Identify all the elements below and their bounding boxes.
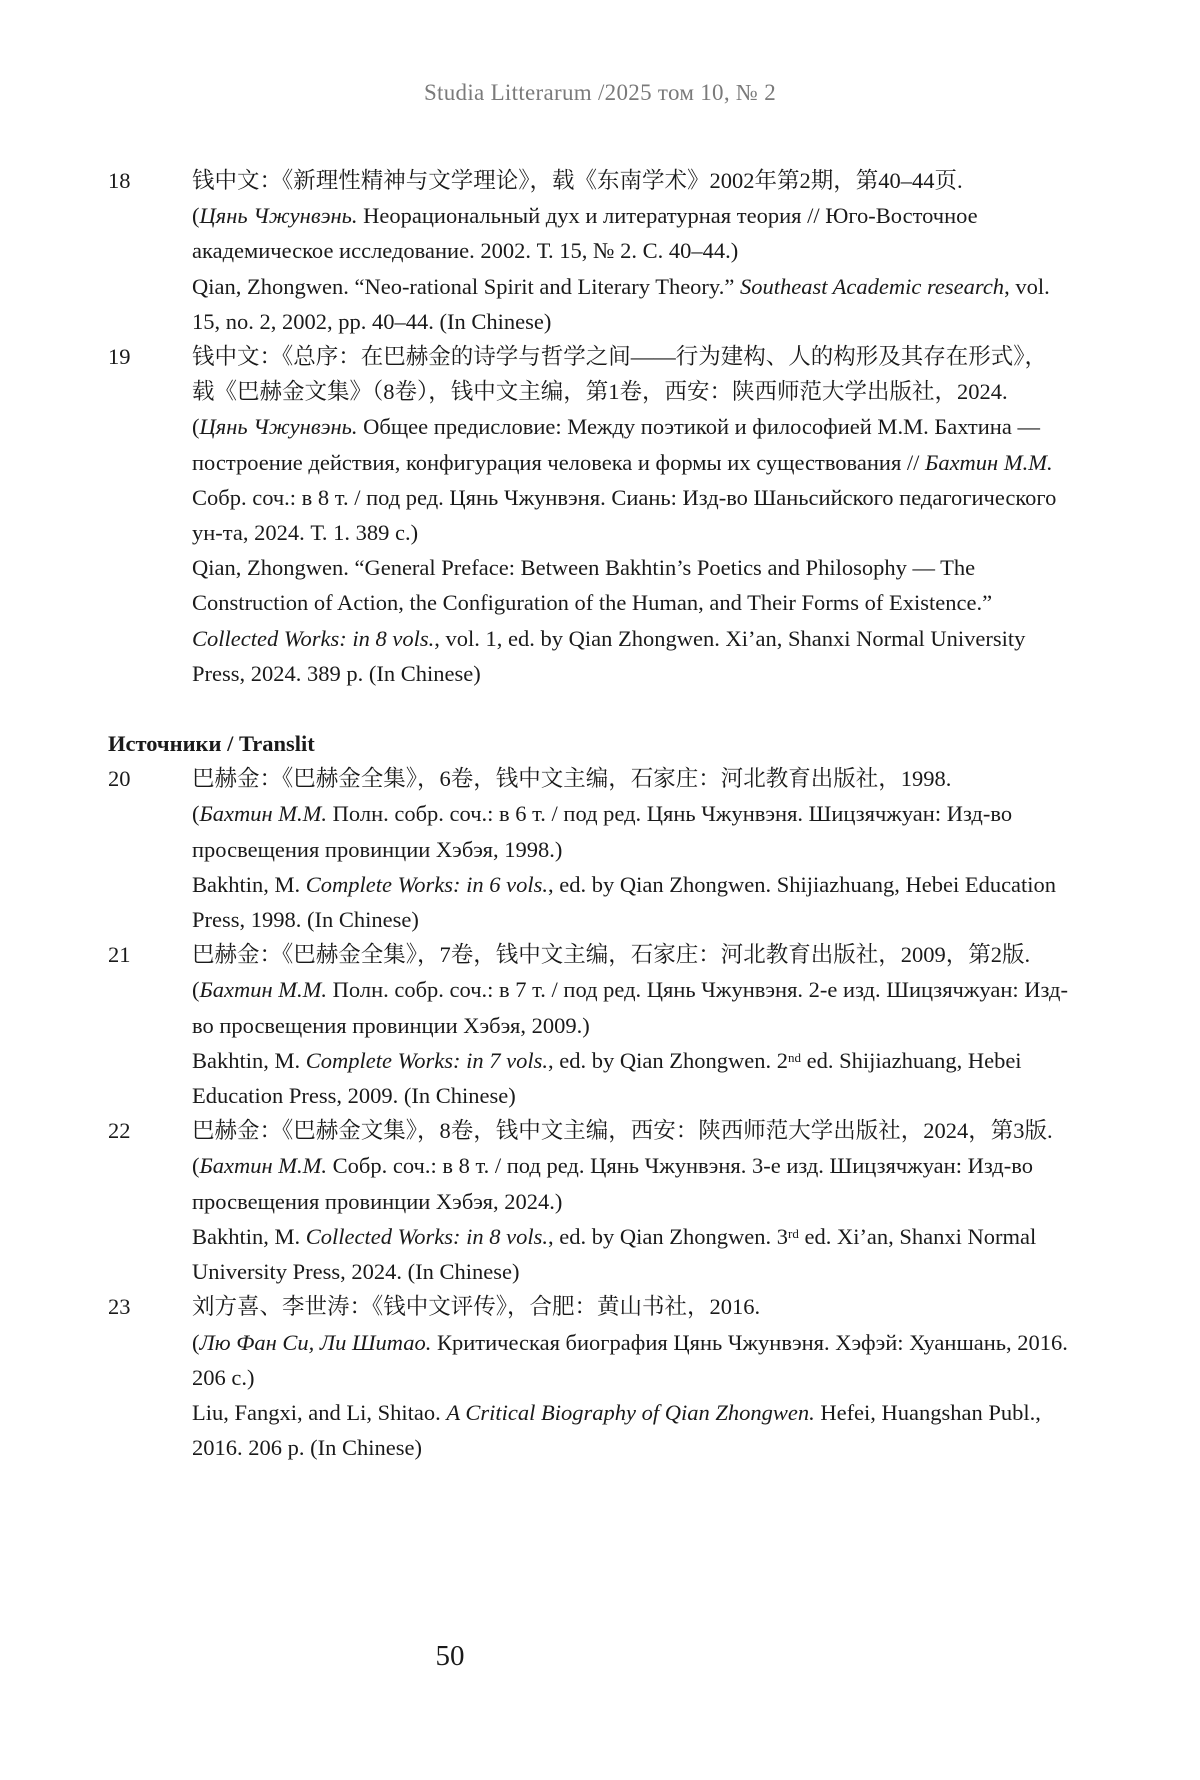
ru-author: Бахтин М.М. <box>199 1153 328 1179</box>
reference-number: 19 <box>108 344 131 370</box>
en-title: Complete Works: in 6 vols. <box>305 871 549 897</box>
reference-body <box>192 163 1068 339</box>
reference-russian: (Лю Фан Си, Ли Шитао. Критическая биография Цянь Чжунвэня. Хэфэй: Хуаншань, 2016. 206 с.) <box>192 1329 1068 1390</box>
reference-entry-19 <box>108 339 1068 691</box>
reference-chinese: 钱中文：《新理性精神与文学理论》，载《东南学术》2002年第2期，第40–44页. <box>192 168 963 193</box>
reference-number: 23 <box>108 1294 131 1320</box>
reference-chinese: 巴赫金：《巴赫金全集》，6卷，钱中文主编，石家庄：河北教育出版社，1998. <box>192 766 952 792</box>
ru-text: Неорациональный дух и литературная теория // Юго-Восточное академическое исследование. 2002. Т. 15, № 2. С. 40–44.) <box>192 203 978 264</box>
ru-text-post: Собр. соч.: в 8 т. / под ред. Цянь Чжунвэня. Сиань: Изд-во Шаньсийского педагогического ун-та, 2024. Т. 1. 389 с.) <box>192 484 1057 546</box>
reference-list <box>108 163 1068 1465</box>
reference-body <box>192 1113 1068 1289</box>
en-text-post: , vol. 15, no. 2, 2002, pp. 40–44. (In Chinese) <box>192 273 1050 334</box>
ru-author: Цянь Чжунвэнь. <box>199 414 358 440</box>
reference-english <box>192 1395 1068 1465</box>
ru-text: Полн. собр. соч.: в 6 т. / под ред. Цянь Чжунвэня. Шицзячжуан: Изд-во просвещения провинции Хэбэя, 1998.) <box>192 801 1013 862</box>
en-text-mid: , ed. by Qian Zhongwen. 3 <box>548 1223 788 1249</box>
reference-english <box>192 1219 1068 1289</box>
en-title: Collected Works: in 8 vols. <box>192 625 435 651</box>
reference-body <box>192 1289 1068 1465</box>
reference-russian: (Бахтин М.М. Полн. собр. соч.: в 7 т. / под ред. Цянь Чжунвэня. 2-е изд. Шицзячжуан: Изд-во просвещения провинции Хэбэя, 2009.) <box>192 977 1068 1038</box>
edition-ordinal: nd <box>788 1049 801 1065</box>
reference-chinese: 钱中文：《总序：在巴赫金的诗学与哲学之间——行为建构、人的构形及其存在形式》，载《巴赫金文集》（8卷），钱中文主编，第1卷，西安：陕西师范大学出版社，2024. <box>192 344 1048 405</box>
en-title: A Critical Biography of Qian Zhongwen. <box>446 1399 815 1425</box>
en-text-mid: , ed. by Qian Zhongwen. 2 <box>548 1047 788 1073</box>
en-text: Bakhtin, M. <box>192 1223 301 1249</box>
en-text-post: ed. Xi’an, Shanxi Normal University Press, 2024. (In Chinese) <box>192 1223 1037 1285</box>
en-text-post: , ed. by Qian Zhongwen. Shijiazhuang, Hebei Education Press, 1998. (In Chinese) <box>192 871 1057 933</box>
reference-russian: (Цянь Чжунвэнь. Неорациональный дух и литературная теория // Юго-Восточное академическое исследование. 2002. Т. 15, № 2. С. 40–44.) <box>192 203 978 264</box>
reference-entry-18 <box>108 163 1068 339</box>
en-text: Bakhtin, M. <box>192 871 301 897</box>
running-head: Studia Litterarum /2025 том 10, № 2 <box>423 80 777 105</box>
en-text: Liu, Fangxi, and Li, Shitao. <box>192 1399 441 1425</box>
ru-text: Полн. собр. соч.: в 7 т. / под ред. Цянь Чжунвэня. 2-е изд. Шицзячжуан: Изд-во просвещения провинции Хэбэя, 2009.) <box>192 977 1068 1038</box>
reference-entry-22 <box>108 1113 1068 1289</box>
ru-author-2: Бахтин М.М. <box>925 449 1053 475</box>
reference-russian: (Бахтин М.М. Полн. собр. соч.: в 6 т. / под ред. Цянь Чжунвэня. Шицзячжуан: Изд-во просвещения провинции Хэбэя, 1998.) <box>192 801 1013 862</box>
edition-ordinal: rd <box>787 1225 799 1241</box>
reference-entry-23 <box>108 1289 1068 1465</box>
reference-russian: (Цянь Чжунвэнь. Общее предисловие: Между поэтикой и философией М.М. Бахтина — построение действия, конфигурация человека и формы их существования // Бахтин М.М. Собр. соч.: в 8 т. / под ред. Цянь Чжунвэня. Сиань: Изд-во Шаньсийского педагогического ун-та, 2024. Т. 1. 389 с.) <box>192 414 1057 546</box>
en-text: Bakhtin, M. <box>192 1047 301 1073</box>
reference-number: 20 <box>108 766 131 792</box>
en-title: Collected Works: in 8 vols. <box>305 1223 549 1249</box>
ru-text: Критическая биография Цянь Чжунвэня. Хэфэй: Хуаншань, 2016. 206 с.) <box>192 1329 1068 1390</box>
en-text-post: , vol. 1, ed. by Qian Zhongwen. Xi’an, Shanxi Normal University Press, 2024. 389 p. (In Chinese) <box>192 625 1026 686</box>
reference-body <box>192 339 1068 691</box>
reference-russian: (Бахтин М.М. Собр. соч.: в 8 т. / под ред. Цянь Чжунвэня. 3-е изд. Шицзячжуан: Изд-во просвещения провинции Хэбэя, 2024.) <box>192 1153 1033 1214</box>
reference-english <box>192 550 1068 691</box>
reference-body <box>192 761 1068 937</box>
page-number: 50 <box>435 1640 465 1672</box>
reference-english <box>192 1043 1068 1113</box>
reference-body <box>192 937 1068 1113</box>
en-title: Complete Works: in 7 vols. <box>305 1047 549 1073</box>
reference-number: 21 <box>108 942 131 968</box>
en-text: Qian, Zhongwen. “General Preface: Between Bakhtin’s Poetics and Philosophy — The Construction of Action, the Configuration of the Human, and Their Forms of Existence.” <box>192 555 993 616</box>
ru-text: Общее предисловие: Между поэтикой и философией М.М. Бахтина — построение действия, конфигурация человека и формы их существования // <box>192 414 1040 475</box>
en-text-post: Hefei, Huangshan Publ., 2016. 206 p. (In Chinese) <box>192 1399 1041 1461</box>
en-text: Qian, Zhongwen. “Neo-rational Spirit and Literary Theory.” <box>192 273 735 299</box>
en-title: Southeast Academic research <box>739 273 1005 299</box>
ru-author: Бахтин М.М. <box>199 977 328 1003</box>
ru-author: Цянь Чжунвэнь. <box>199 203 358 229</box>
reference-chinese: 巴赫金：《巴赫金全集》，7卷，钱中文主编，石家庄：河北教育出版社，2009，第2版. <box>192 942 1031 968</box>
reference-entry-20 <box>108 761 1068 937</box>
reference-chinese: 巴赫金：《巴赫金文集》，8卷，钱中文主编，西安：陕西师范大学出版社，2024，第3版. <box>192 1118 1053 1144</box>
reference-chinese: 刘方喜、李世涛：《钱中文评传》，合肥：黄山书社，2016. <box>192 1294 761 1320</box>
en-text-post: ed. Shijiazhuang, Hebei Education Press, 2009. (In Chinese) <box>192 1047 1022 1109</box>
ru-author: Бахтин М.М. <box>199 801 328 827</box>
reference-number: 18 <box>108 168 131 193</box>
ru-author: Лю Фан Си, Ли Шитао. <box>199 1329 432 1355</box>
reference-english <box>192 867 1068 937</box>
reference-english <box>192 269 1068 339</box>
reference-entry-21 <box>108 937 1068 1113</box>
ru-text: Собр. соч.: в 8 т. / под ред. Цянь Чжунвэня. 3-е изд. Шицзячжуан: Изд-во просвещения провинции Хэбэя, 2024.) <box>192 1153 1033 1214</box>
reference-number: 22 <box>108 1118 131 1144</box>
section-heading: Источники / Translit <box>108 731 315 757</box>
